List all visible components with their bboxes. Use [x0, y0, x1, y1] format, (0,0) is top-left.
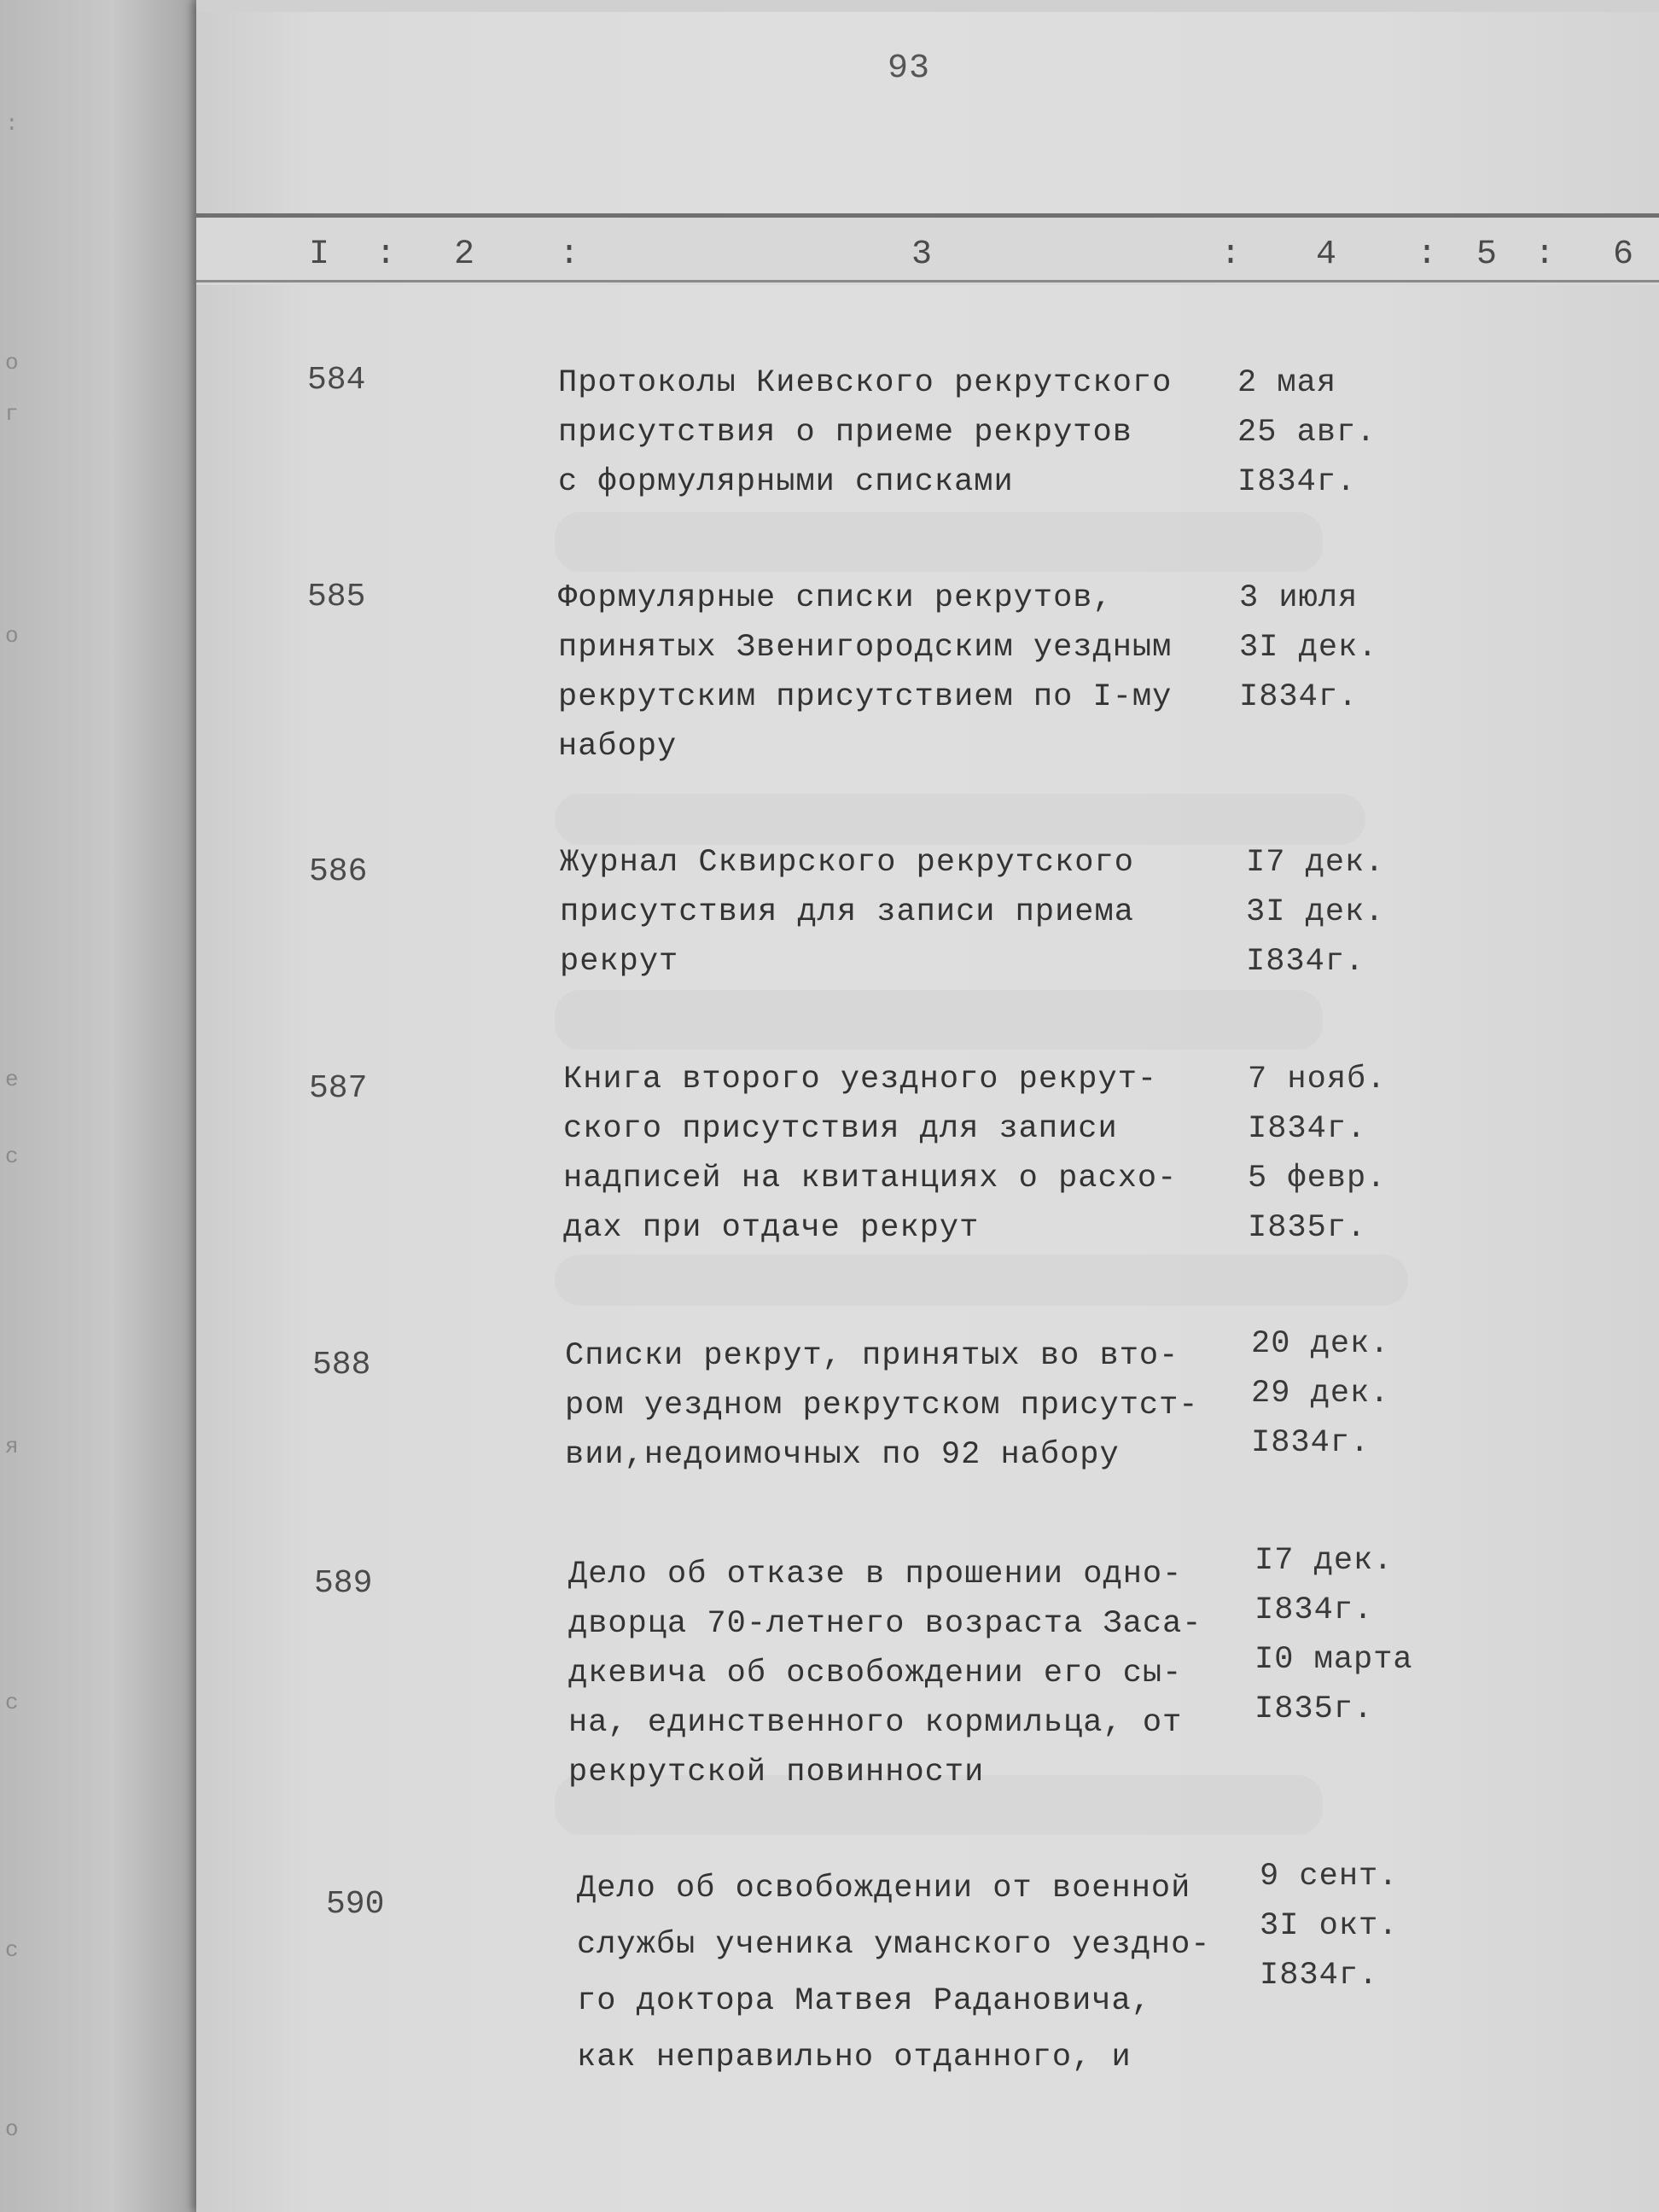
description-line: дкевича об освобождении его сы- [568, 1656, 1183, 1691]
entry-dates [1260, 1852, 1398, 2000]
previous-page-mark: : [5, 111, 19, 137]
entry-dates [1248, 1055, 1386, 1253]
entry-number: 587 [309, 1070, 368, 1107]
entry-dates [1254, 1536, 1413, 1734]
description-line: Дело об освобождении от военной [577, 1871, 1191, 1906]
description-line: дах при отдаче рекрут [563, 1210, 980, 1246]
description-line: присутствия о приеме рекрутов [558, 415, 1132, 451]
entry-number: 589 [314, 1565, 373, 1602]
column-header-2: 2 [454, 236, 475, 274]
description-line: надписей на квитанциях о расхо- [563, 1161, 1178, 1196]
column-header-1: I [309, 236, 330, 274]
description-line: рекрутской повинности [568, 1755, 985, 1790]
date-line: 5 февр. [1248, 1161, 1387, 1196]
column-header-6: 6 [1613, 236, 1634, 274]
entry-description [558, 358, 1172, 507]
previous-page-mark: с [5, 1690, 19, 1715]
document-page [196, 0, 1659, 2212]
date-line: I7 дек. [1246, 845, 1385, 881]
column-separator: : [375, 236, 397, 274]
description-line: присутствия для записи приема [560, 894, 1134, 930]
entry-description [568, 1550, 1202, 1797]
entry-description [577, 1860, 1211, 2086]
bleed-through-smudge [555, 990, 1323, 1050]
column-separator: : [1417, 236, 1438, 274]
date-line: I835г. [1248, 1210, 1367, 1246]
description-line: Дело об отказе в прошении одно- [568, 1557, 1183, 1592]
description-line: на, единственного кормильца, от [568, 1705, 1183, 1741]
page-number: 93 [888, 49, 931, 88]
previous-page-marks [0, 0, 34, 2212]
date-line: I834г. [1254, 1592, 1374, 1628]
header-bottom-rule [196, 280, 1659, 282]
previous-page-mark: я [5, 1434, 19, 1459]
previous-page-mark: с [5, 1144, 19, 1169]
description-line: рекрутским присутствием по I-му [558, 679, 1173, 715]
entry-description [563, 1055, 1177, 1253]
date-line: 7 нояб. [1248, 1062, 1387, 1097]
date-line: 3I дек. [1239, 630, 1378, 666]
description-line: ского присутствия для записи [563, 1111, 1118, 1147]
column-header-3: 3 [911, 236, 933, 274]
entry-dates [1246, 838, 1384, 987]
description-line: го доктора Матвея Радановича, [577, 1983, 1151, 2019]
date-line: I834г. [1248, 1111, 1367, 1147]
description-line: рекрут [560, 944, 679, 980]
entry-description [558, 573, 1172, 771]
entry-number: 586 [309, 853, 368, 890]
description-line: дворца 70-летнего возраста Заса- [568, 1606, 1202, 1642]
previous-page-mark: с [5, 1937, 19, 1963]
description-line: Книга второго уездного рекрут- [563, 1062, 1158, 1097]
bleed-through-smudge [555, 1254, 1408, 1306]
description-line: с формулярными списками [558, 464, 1014, 500]
previous-page-mark: о [5, 2116, 19, 2142]
entry-dates [1237, 358, 1376, 507]
date-line: 2 мая [1237, 365, 1337, 401]
description-line: ром уездном рекрутском присутст- [565, 1388, 1199, 1423]
entry-description [565, 1331, 1199, 1480]
entry-dates [1239, 573, 1377, 722]
entry-description [560, 838, 1134, 987]
description-line: Формулярные списки рекрутов, [558, 580, 1113, 616]
entry-number: 584 [307, 362, 366, 399]
previous-page-mark: г [5, 401, 19, 427]
date-line: 29 дек. [1251, 1376, 1390, 1412]
description-line: службы ученика уманского уездно- [577, 1927, 1211, 1963]
column-header-5: 5 [1476, 236, 1498, 274]
description-line: как неправильно отданного, и [577, 2040, 1132, 2075]
previous-page-mark: о [5, 623, 19, 649]
previous-page-mark: е [5, 1067, 19, 1092]
header-top-rule [196, 213, 1659, 218]
column-separator: : [1220, 236, 1242, 274]
description-line: принятых Звенигородским уездным [558, 630, 1173, 666]
column-separator: : [559, 236, 580, 274]
date-line: 25 авг. [1237, 415, 1377, 451]
description-line: набору [558, 729, 678, 765]
entry-number: 590 [326, 1886, 385, 1923]
previous-page-edge [0, 0, 205, 2212]
date-line: I835г. [1254, 1691, 1374, 1727]
entry-dates [1251, 1319, 1389, 1468]
column-separator: : [1534, 236, 1556, 274]
date-line: 20 дек. [1251, 1326, 1390, 1362]
bleed-through-smudge [555, 512, 1323, 572]
description-line: вии,недоимочных по 92 набору [565, 1437, 1120, 1473]
date-line: I834г. [1260, 1958, 1379, 1994]
column-header-4: 4 [1316, 236, 1337, 274]
entry-number: 588 [312, 1347, 371, 1383]
date-line: I0 марта [1254, 1642, 1413, 1678]
entry-number: 585 [307, 579, 366, 615]
date-line: I834г. [1237, 464, 1357, 500]
description-line: Протоколы Киевского рекрутского [558, 365, 1173, 401]
date-line: 3I окт. [1260, 1908, 1399, 1944]
page-top-edge [196, 0, 1659, 12]
bleed-through-smudge [555, 794, 1365, 845]
date-line: I834г. [1251, 1425, 1371, 1461]
date-line: I7 дек. [1254, 1543, 1394, 1579]
previous-page-mark: о [5, 350, 19, 375]
date-line: 3 июля [1239, 580, 1359, 616]
date-line: 3I дек. [1246, 894, 1385, 930]
date-line: I834г. [1246, 944, 1365, 980]
description-line: Списки рекрут, принятых во вто- [565, 1338, 1179, 1374]
date-line: I834г. [1239, 679, 1359, 715]
description-line: Журнал Сквирского рекрутского [560, 845, 1134, 881]
date-line: 9 сент. [1260, 1859, 1399, 1895]
